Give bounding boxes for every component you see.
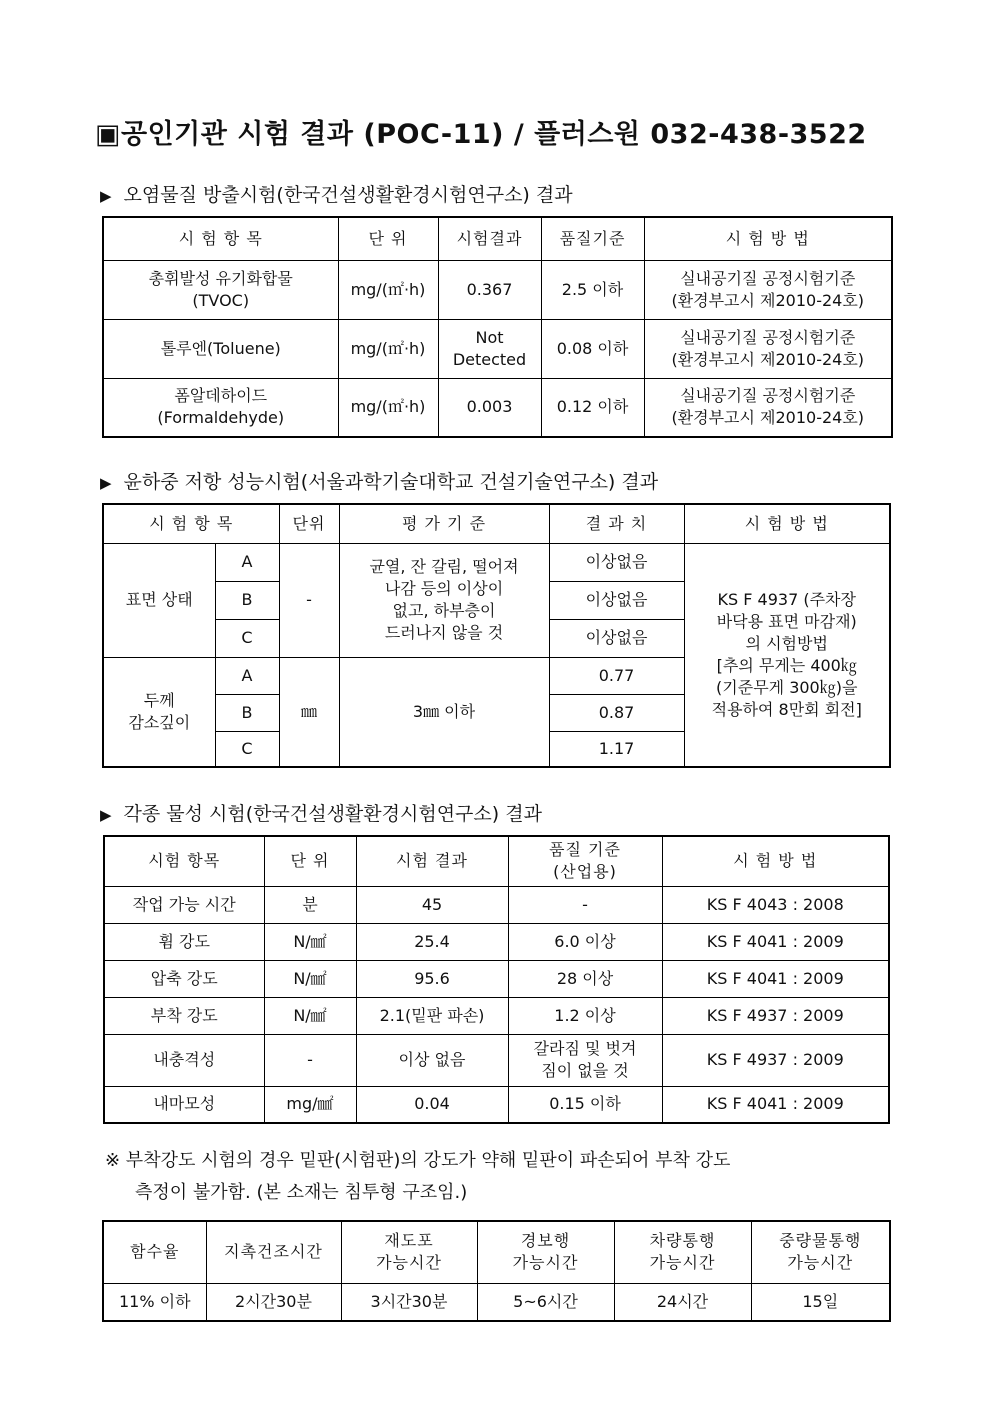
item-cell: 내마모성 (104, 1086, 264, 1123)
header-cell: 단 위 (338, 217, 438, 260)
result-cell: 0.04 (356, 1086, 508, 1123)
table-row (104, 1034, 889, 1086)
table-row (104, 960, 889, 997)
table-row (103, 378, 892, 437)
header-cell: 시험결과 (438, 217, 541, 260)
header-cell: 재도포 (384, 1231, 434, 1251)
header-cell: 차량통행 (649, 1231, 716, 1251)
result-line: Not (475, 327, 504, 347)
sub-label: B (215, 694, 279, 731)
item-name-sub: (TVOC) (192, 290, 250, 310)
table-header-row (103, 217, 892, 260)
method-line: 실내공기질 공정시험기준 (680, 386, 856, 406)
header-cell: 결 과 치 (549, 504, 684, 543)
item-cell: 작업 가능 시간 (104, 886, 264, 923)
header-cell: 함수율 (130, 1242, 180, 1262)
standard-cell: 0.15 이하 (508, 1086, 662, 1123)
arrow-right-icon: ▶ (100, 474, 112, 492)
header-cell: 시 험 방 법 (644, 217, 892, 260)
method-cell: KS F 4937 : 2009 (662, 1034, 889, 1086)
header-cell: 단위 (279, 504, 339, 543)
standard-cell: 1.2 이상 (508, 997, 662, 1034)
unit-cell: mg/(㎡·h) (338, 319, 438, 378)
header-cell: 시 험 방 법 (684, 504, 890, 543)
emission-heading (100, 180, 573, 207)
header-cell: 중량물통행 (779, 1231, 862, 1251)
method-line: KS F 4937 (주차장 (717, 589, 856, 609)
sub-label: C (215, 619, 279, 657)
result-cell: 1.17 (549, 731, 684, 767)
table-header-row (103, 1221, 890, 1283)
item-name: 총휘발성 유기화합물 (148, 268, 293, 288)
header-cell: (산업용) (553, 862, 617, 882)
header-cell: 품질기준 (541, 217, 644, 260)
header-cell: 시험 항목 (104, 836, 264, 886)
sub-label: A (215, 657, 279, 694)
method-line: [추의 무게는 400㎏ (716, 655, 857, 675)
sub-label: B (215, 581, 279, 619)
method-cell: KS F 4041 : 2009 (662, 923, 889, 960)
header-cell: 가능시간 (649, 1253, 716, 1273)
item-cell: 압축 강도 (104, 960, 264, 997)
result-cell: 이상없음 (549, 619, 684, 657)
arrow-right-icon: ▶ (100, 806, 112, 824)
header-cell: 가능시간 (376, 1253, 442, 1273)
result-cell: 45 (356, 886, 508, 923)
result-cell: 0.87 (549, 694, 684, 731)
load-table (102, 503, 891, 768)
method-cell: KS F 4043 : 2008 (662, 886, 889, 923)
result-cell: 0.003 (466, 397, 513, 417)
arrow-right-icon: ▶ (100, 187, 112, 205)
item-cell: 부착 강도 (104, 997, 264, 1034)
load-heading-text: 윤하중 저항 성능시험(서울과학기술대학교 건설기술연구소) 결과 (123, 471, 659, 493)
method-line: 실내공기질 공정시험기준 (680, 268, 856, 288)
result-cell: 0.77 (549, 657, 684, 694)
standard-cell: 2.5 이하 (541, 260, 644, 319)
value-cell: 3시간30분 (341, 1283, 477, 1321)
result-cell: 이상없음 (549, 543, 684, 581)
header-cell: 가능시간 (787, 1253, 854, 1273)
physical-table (103, 835, 890, 1124)
method-line: (환경부고시 제2010-24호) (671, 408, 865, 428)
depth-label: 두께 (143, 690, 175, 710)
header-cell: 품질 기준 (549, 840, 621, 860)
emission-table (102, 216, 893, 438)
method-cell: KS F 4041 : 2009 (662, 1086, 889, 1123)
criteria-line: 균열, 잔 갈림, 떨어져 (369, 557, 519, 576)
result-cell: 2.1(밑판 파손) (356, 997, 508, 1034)
header-cell: 시험 결과 (356, 836, 508, 886)
method-line: (환경부고시 제2010-24호) (671, 290, 865, 310)
result-cell: 이상없음 (549, 581, 684, 619)
unit-cell: N/㎟ (264, 997, 356, 1034)
criteria-line: 드러나지 않을 것 (384, 623, 504, 642)
header-cell: 경보행 (520, 1231, 571, 1251)
result-cell: 이상 없음 (356, 1034, 508, 1086)
standard-cell: 0.08 이하 (541, 319, 644, 378)
header-cell: 가능시간 (512, 1253, 579, 1273)
table-row (104, 923, 889, 960)
unit-cell: 분 (264, 886, 356, 923)
table-row (103, 1283, 890, 1321)
footnote-line: ※ 부착강도 시험의 경우 밑판(시험판)의 강도가 약해 밑판이 파손되어 부착 강도 (105, 1150, 731, 1171)
physical-heading-text: 각종 물성 시험(한국건설생활환경시험연구소) 결과 (123, 803, 542, 825)
value-cell: 11% 이하 (103, 1283, 206, 1321)
unit-cell: mg/㎟ (264, 1086, 356, 1123)
depth-label: 감소깊이 (128, 712, 191, 732)
table-row (103, 543, 890, 581)
method-line: (기준무게 300㎏)을 (716, 677, 858, 697)
unit-cell: mg/(㎡·h) (338, 378, 438, 437)
unit-cell: - (264, 1034, 356, 1086)
criteria-line: 없고, 하부층이 (392, 601, 496, 620)
item-cell: 내충격성 (104, 1034, 264, 1086)
standard-cell: 28 이상 (508, 960, 662, 997)
standard-cell: 6.0 이상 (508, 923, 662, 960)
standard-cell: - (508, 886, 662, 923)
standard-line: 짐이 없을 것 (541, 1061, 629, 1080)
value-cell: 15일 (751, 1283, 890, 1321)
criteria-line: 나감 등의 이상이 (384, 579, 504, 598)
item-name-sub: (Formaldehyde) (157, 408, 285, 428)
footnote (105, 1145, 730, 1209)
result-cell: 95.6 (356, 960, 508, 997)
sub-label: C (215, 731, 279, 767)
unit-cell: N/㎟ (264, 923, 356, 960)
header-cell: 시 험 항 목 (103, 217, 338, 260)
item-cell: 휨 강도 (104, 923, 264, 960)
footnote-line: 측정이 불가함. (본 소재는 침투형 구조임.) (135, 1182, 468, 1203)
method-line: 적용하여 8만회 회전] (711, 699, 862, 719)
unit-cell: - (279, 543, 339, 657)
item-name: 톨루엔(Toluene) (160, 338, 281, 358)
page-title: ▣공인기관 시험 결과 (POC-11) / 플러스원 032-438-3522 (95, 119, 867, 150)
method-line: 실내공기질 공정시험기준 (680, 327, 856, 347)
header-cell: 평 가 기 준 (339, 504, 549, 543)
unit-cell: mg/(㎡·h) (338, 260, 438, 319)
result-line: Detected (452, 349, 527, 369)
table-row (104, 886, 889, 923)
emission-heading-text: 오염물질 방출시험(한국건설생활환경시험연구소) 결과 (123, 184, 573, 206)
timing-table (102, 1220, 891, 1322)
load-heading (100, 467, 658, 494)
table-row (103, 319, 892, 378)
standard-cell: 0.12 이하 (541, 378, 644, 437)
header-cell: 시 험 방 법 (662, 836, 889, 886)
value-cell: 2시간30분 (206, 1283, 341, 1321)
header-cell: 시 험 항 목 (103, 504, 279, 543)
table-row (104, 997, 889, 1034)
table-header-row (103, 504, 890, 543)
item-name: 폼알데하이드 (174, 386, 268, 406)
sub-label: A (215, 543, 279, 581)
physical-heading (100, 799, 542, 826)
table-row (104, 1086, 889, 1123)
criteria-cell: 3㎜ 이하 (339, 657, 549, 767)
table-row (103, 260, 892, 319)
method-line: (환경부고시 제2010-24호) (671, 349, 865, 369)
header-cell: 단 위 (264, 836, 356, 886)
unit-cell: ㎜ (279, 657, 339, 767)
unit-cell: N/㎟ (264, 960, 356, 997)
result-cell: 0.367 (466, 279, 513, 299)
value-cell: 24시간 (614, 1283, 751, 1321)
standard-line: 갈라짐 및 벗겨 (533, 1039, 637, 1058)
method-line: 바닥용 표면 마감재) (716, 611, 857, 631)
result-cell: 25.4 (356, 923, 508, 960)
header-cell: 지촉건조시간 (224, 1242, 323, 1262)
method-cell: KS F 4937 : 2009 (662, 997, 889, 1034)
table-header-row (104, 836, 889, 886)
method-line: 의 시험방법 (745, 633, 828, 653)
surface-label: 표면 상태 (103, 543, 215, 657)
value-cell: 5~6시간 (477, 1283, 614, 1321)
method-cell: KS F 4041 : 2009 (662, 960, 889, 997)
